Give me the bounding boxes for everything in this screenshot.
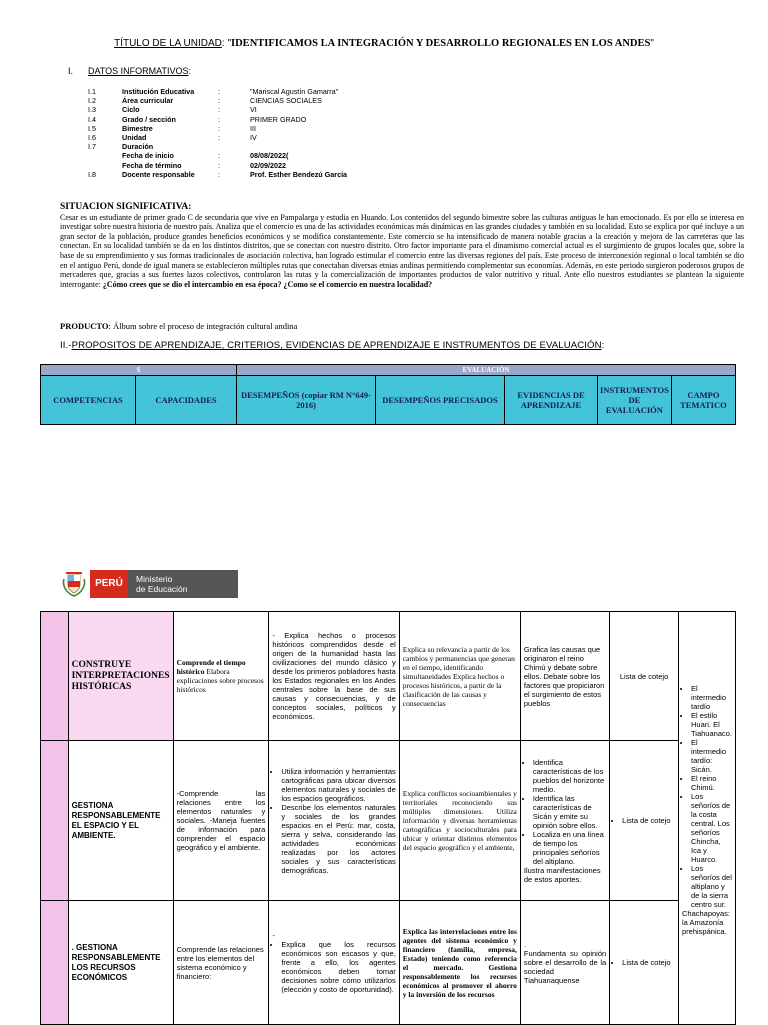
situacion-colon: : [188,202,192,212]
desempeno-item: • Utiliza información y herramientas cartográficas para ubicar diversos elementos naturales y sociales de los espacios geográficos. [281,767,395,803]
info-value: III [250,123,256,133]
producto-text: : Álbum sobre el proceso de integración cultural andina [108,321,298,331]
situacion-heading: SITUACION SIGNIFICATIVA [60,202,189,212]
info-colon: : [218,160,220,170]
situacion-question: ¿Cómo crees que se dio el intercambio en esa época? ¿Como se el comercio en nuestra localidad? [102,279,433,289]
desempeno-item: • Describe los elementos naturales y sociales de los grandes espacios en el Perú: mar, costa, sierra y selva, considerando las actividades económicas realizadas por los actores sociales y sus características demográficas. [281,803,395,875]
band-left: S [41,365,237,376]
info-colon: : [218,169,220,179]
row3-instrumento [610,901,679,1025]
info-value: 02/09/2022 [250,160,286,170]
competencias-table [40,611,736,1025]
info-value: VI [250,105,257,115]
campo-item: • Los señoríos de la costa central. Los señoríos Chincha, Ica y Huarco. [691,792,732,864]
info-colon: : [218,87,220,96]
info-value: "Mariscal Agustín Gamarra" [250,87,339,96]
info-label: Ciclo [122,105,140,115]
header-competencias: COMPETENCIAS [41,376,136,425]
info-num: I.5 [88,123,96,133]
row2-precisado: Explica conflictos socioambientales y territoriales reconociendo sus múltiples dimensiones. Utiliza información y diversas herramientas cartográficas y socioculturales para ubicar y orientar distintos elementos del espacio geográfico y el ambiente, [399,741,520,901]
section1-num: I. [68,66,74,76]
row1-desempeno: - Explica hechos o procesos históricos comprendidos desde el origen de la humanidad hasta las civilizaciones del mundo clásico y desde los primeros pobladores hasta los Estados regionales en los Andes centrales sobre la base de sus causas y consecuencias, y de conceptos sociales, políticos y económicos. [269,612,399,741]
info-num [88,151,122,160]
row2-instrumento [610,741,679,901]
row2-desempenos-list [272,767,395,875]
row-marker [41,741,69,901]
campo-tematico-list [682,684,732,909]
info-row [88,124,450,133]
info-row [88,105,450,114]
row-marker [41,612,69,741]
row1-instrumento: Lista de cotejo [610,612,679,741]
info-label: Fecha de término [122,160,182,170]
row1-capacidad-bold: Comprende el tiempo histórico [176,658,246,676]
row1-capacidad [173,612,269,741]
header-capacidades: CAPACIDADES [136,376,237,425]
row1-capacidad-rest: Elabora explicaciones sobre procesos históricos [176,667,264,694]
row3-capacidad: Comprende las relaciones entre los elementos del sistema económico y financiero: [173,901,269,1025]
unit-title-line [0,38,768,49]
info-value: 08/08/2022( [250,151,289,161]
row3-competencia [68,901,173,1025]
producto [60,321,297,331]
info-label: Docente responsable [122,169,195,179]
info-row [88,115,450,124]
info-row [88,170,450,179]
info-colon: : [218,105,220,115]
info-label: Institución Educativa [122,87,195,96]
situacion-significativa [60,202,744,289]
info-row [88,133,450,142]
campo-item: • El intermedio tardío: Sicán. [691,738,732,774]
evaluation-header-table [40,364,736,425]
info-num: I.3 [88,105,96,115]
info-num: I.2 [88,96,96,106]
table-row [41,901,736,1025]
info-row [88,161,450,170]
info-label: Bimestre [122,123,153,133]
coat-of-arms-icon [60,569,88,599]
info-num: I.7 [88,142,96,152]
row3-evidencia-text: Fundamenta su opinión sobre el desarrollo de la sociedad Tiahuanaquense [523,949,607,985]
row1-evidencia: Grafica las causas que originaron el reino Chimú y debate sobre ellos. Debate sobre los factores que propiciaron el surgimiento de estos pueblos [520,612,609,741]
row3-precisado: Explica las interrelaciones entre los agentes del sistema económico y financiero (familia, empresa, Estado) teniendo como referencia el mercado. Gestiona responsablemente los recursos económicos al promover el ahorro y la inversión de los recursos [399,901,520,1025]
row1-competencia-text: CONSTRUYE INTERPRETACIONES HISTÓRICAS [71,659,170,692]
info-label: Grado / sección [122,114,176,124]
info-num: I.1 [88,87,96,96]
info-num: I.4 [88,114,96,124]
info-num: I.8 [88,169,96,179]
evidencia-item: • Identifica las características de Sicán y emite su opinión sobre ellos. [533,794,606,830]
row3-dash: - [272,931,275,940]
row3-dot: . [523,940,526,949]
header-instrumentos: INSTRUMENTOS DE EVALUACIÓN [598,376,672,425]
info-value: PRIMER GRADO [250,114,307,124]
row1-precisado: Explica su relevancia a partir de los cambios y permanencias que generan en el tiempo, identificando simultaneidades Explica hechos o procesos históricos, a partir de la clasificación de las causas y consecuencias [399,612,520,741]
campo-tail: Chachapoyas: la Amazonía prehispánica. [682,909,730,936]
row2-evidencia-tail: Ilustra manifestaciones de estos aportes. [523,865,601,884]
info-label: Área curricular [122,96,174,106]
row2-instrumento-text: • Lista de cotejo [622,816,675,825]
unit-title: IDENTIFICAMOS LA INTEGRACIÓN Y DESARROLLO REGIONALES EN LOS ANDES [231,38,651,49]
info-value: Prof. Esther Bendezú García [250,169,348,179]
header-evidencias: EVIDENCIAS DE APRENDIZAJE [505,376,598,425]
row3-instrumento-text: • Lista de cotejo [622,958,675,967]
section2-title: PROPOSITOS DE APRENDIZAJE, CRITERIOS, EVIDENCIAS DE APRENDIZAJE E INSTRUMENTOS DE EVALUACIÓN [71,340,602,351]
header-desempenos: DESEMPEÑOS (copiar RM N°649-2016) [237,376,376,425]
row2-evidencias-list [524,758,606,866]
info-row [88,96,450,105]
row1-competencia [68,612,173,741]
info-colon: : [218,133,220,143]
info-label: Unidad [122,133,147,143]
header-band [41,365,736,376]
row3-competencia-text: . GESTIONA RESPONSABLEMENTE LOS RECURSOS ECONÓMICOS [71,942,161,982]
section2-colon: : [601,340,605,351]
info-value: IV [250,133,257,143]
situacion-text: Cesar es un estudiante de primer grado C de secundaria que vive en Pampalarga y estudia en Huando. Los contenidos del segundo bimestre sobre las culturas antiguas le han emocionado. Es por ello se interesa en investigar sobre nuestra historia de nuestro país. Analiza que el comercio es una de las actividades económicas más dinámicas en las grandes ciudades y también en su localidad. Esto se explica por qué incluye a un gran sector de la población, produce grandes beneficios económicos y se modifica constantemente. Este comercio se ha intensificado de manera notable gracias a la creación y mejora de las carreteras que las conectan. En su localidad también se da en los distintos distritos, que se conectan con nuestro distrito. Otro factor importante para el dinamismo comercial actual es el surgimiento de grupos locales que, sobre la base de su emprendimiento y sus formas tradicionales de asociación colectiva, han logrado estimular el comercio entre las diversas regiones del país. Este proceso de interconexión regional o local también se dio en el antiguo Perú, donde de igual manera se establecieron múltiples rutas que conectaban diversas etnias andinas permitiendo complementar sus economías. Además, en este periodo surgieron poderosos grupos de mercaderes que, gracias a sus fuertes lazos colectivos, controlaron las rutas y la comercialización de importantes productos de valor nutritivo y ritual. Ante ello nuestros estudiantes se plantean la siguiente interrogante: [60,212,744,289]
table-row [41,741,736,901]
unit-end: " [650,38,654,49]
info-colon: : [218,151,220,161]
campo-item: • Los señoríos del altiplano y de la sierra centro sur. [691,864,732,909]
info-row [88,142,450,151]
campo-tematico-cell [679,612,736,1025]
logo-peru: PERÚ [90,570,128,598]
info-label: Duración [122,142,154,152]
section1-title: DATOS INFORMATIVOS [88,66,189,76]
row2-desempenos [269,741,399,901]
row2-competencia-text: GESTIONA RESPONSABLEMENTE EL ESPACIO Y EL AMBIENTE. [71,800,161,840]
info-colon: : [218,114,220,124]
ministry-line2: de Educación [136,584,188,594]
info-label: Fecha de inicio [122,151,174,161]
info-value: CIENCIAS SOCIALES [250,96,322,106]
evidencia-item: • Identifica características de los pueblos del horizonte medio. [533,758,606,794]
logo-ministerio [128,570,238,598]
campo-item: • El estilo Huari. El Tiahuanaco. [691,711,732,738]
info-row [88,87,450,96]
info-colon [218,142,250,151]
campo-item: • El reino Chimú. [691,774,732,792]
info-num: I.6 [88,133,96,143]
info-colon: : [218,123,220,133]
header-desempenos-precisados: DESEMPEÑOS PRECISADOS [376,376,505,425]
row-marker [41,901,69,1025]
info-colon: : [218,96,220,106]
band-right: EVALUACIÓN [237,365,736,376]
row2-competencia [68,741,173,901]
header-campo-tematico: CAMPO TEMATICO [671,376,735,425]
row2-capacidad: -Comprende las relaciones entre los elementos naturales y sociales. -Maneja fuentes de información para comprender el espacio geográfico y el ambiente. [173,741,269,901]
row2-evidencias [520,741,609,901]
campo-item: • El intermedio tardío [691,684,732,711]
row3-desempeno-text: • Explica que los recursos económicos son escasos y que, frente a ello, los agentes económicos deben tomar decisiones sobre cómo utilizarlos (elección y costo de oportunidad). [281,940,395,994]
producto-label: PRODUCTO [60,321,109,331]
section1-colon: : [188,66,192,76]
section-propositos [60,340,604,351]
info-num [88,161,122,170]
evidencia-item: • Localiza en una línea de tiempo los principales señoríos del altiplano. [533,830,606,866]
info-value [250,142,450,151]
ministry-line1: Ministerio [136,574,173,584]
section2-num: II.- [60,340,72,351]
info-list [88,87,450,179]
row3-desempeno [269,901,399,1025]
header-row [41,376,736,425]
unit-label: TÍTULO DE LA UNIDAD [114,38,222,49]
table-row [41,612,736,741]
row3-evidencia [520,901,609,1025]
section-datos-informativos [68,66,191,76]
unit-sep: : " [221,38,232,49]
info-row [88,151,450,160]
